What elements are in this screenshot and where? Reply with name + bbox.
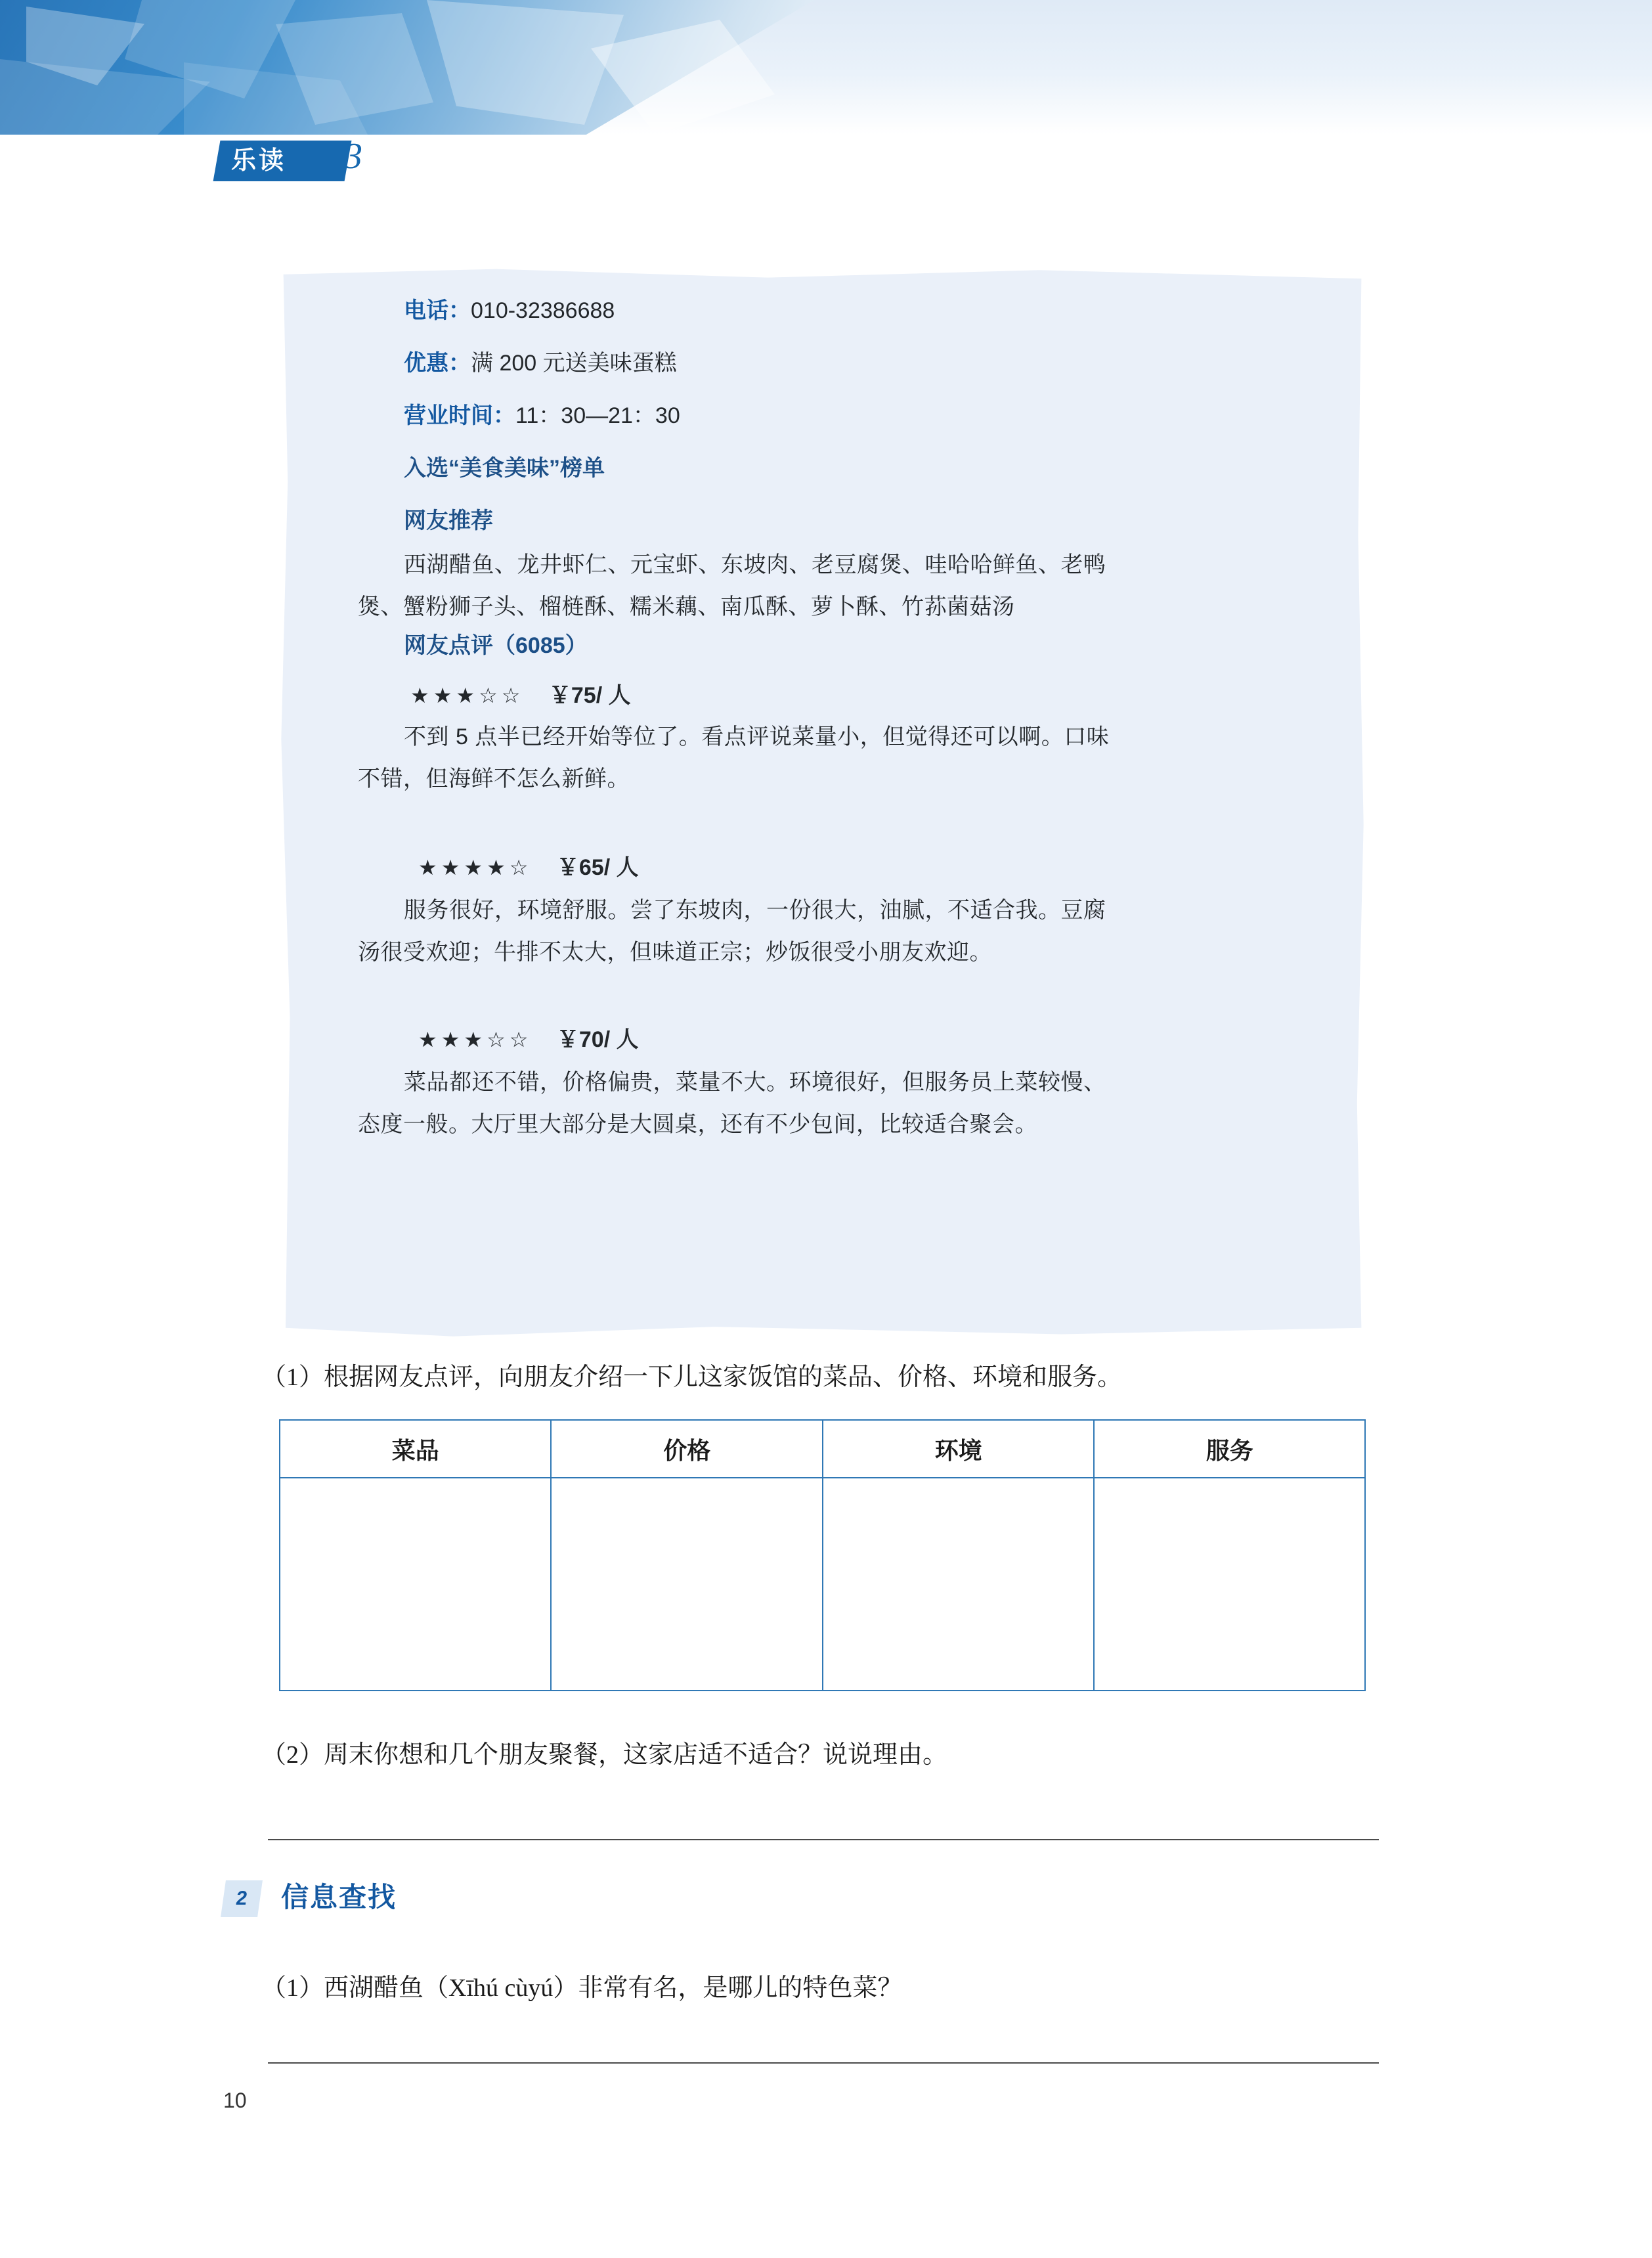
review-1-text-line-2: 不错，但海鲜不怎么新鲜。	[358, 766, 630, 791]
table-row	[280, 1478, 1365, 1691]
table-cell-environment[interactable]	[823, 1478, 1094, 1691]
review-2-price: ￥65/ 人	[556, 855, 639, 880]
table-cell-service[interactable]	[1094, 1478, 1365, 1691]
table-cell-price[interactable]	[551, 1478, 822, 1691]
divider-top	[268, 1839, 1379, 1840]
page-header-banner	[0, 0, 1652, 151]
section-2-number: 2	[221, 1880, 263, 1917]
review-1-stars-empty: ☆☆	[479, 684, 525, 707]
review-1-price: ￥75/ 人	[548, 683, 631, 708]
table-header-row	[280, 1420, 1365, 1478]
reviews-title: 网友点评（6085）	[404, 633, 588, 658]
recommend-title: 网友推荐	[404, 508, 493, 533]
review-1-rating-row	[410, 680, 631, 711]
review-3-price: ￥70/ 人	[556, 1027, 639, 1052]
hours-label: 营业时间：	[404, 403, 515, 428]
review-3-stars-filled: ★★★	[418, 1028, 487, 1052]
review-2-stars-empty: ☆	[509, 856, 533, 879]
promo-row	[404, 348, 677, 378]
hours-value: 11：30—21：30	[515, 403, 680, 428]
review-2-text-line-2: 汤很受欢迎；牛排不太大，但味道正宗；炒饭很受小朋友欢迎。	[358, 940, 992, 965]
award-line: 入选“美食美味”榜单	[404, 456, 605, 481]
review-2-stars-filled: ★★★★	[418, 856, 510, 879]
phone-value: 010-32386688	[471, 298, 615, 323]
chapter-number: 3	[344, 136, 362, 177]
question-2: （2）周末你想和几个朋友聚餐，这家店适不适合？说说理由。	[261, 1741, 948, 1769]
restaurant-info-content	[279, 268, 1366, 1339]
recommend-line-1: 西湖醋鱼、龙井虾仁、元宝虾、东坡肉、老豆腐煲、哇哈哈鲜鱼、老鸭	[404, 552, 1106, 577]
review-1-stars-filled: ★★★	[410, 684, 479, 707]
phone-label: 电话：	[404, 298, 471, 323]
review-2-text-line-1: 服务很好，环境舒服。尝了东坡肉，一份很大，油腻，不适合我。豆腐	[404, 898, 1106, 923]
section-2-question-1: （1）西湖醋鱼（Xīhú cùyú）非常有名，是哪儿的特色菜？	[261, 1974, 903, 2002]
table-cell-dish[interactable]	[280, 1478, 551, 1691]
review-1-text-line-1: 不到 5 点半已经开始等位了。看点评说菜量小，但觉得还可以啊。口味	[404, 724, 1110, 749]
question-1: （1）根据网友点评，向朋友介绍一下儿这家饭馆的菜品、价格、环境和服务。	[261, 1363, 1123, 1391]
answer-table	[279, 1419, 1366, 1691]
chapter-label: 乐读	[231, 147, 287, 175]
review-3-text-line-2: 态度一般。大厅里大部分是大圆桌，还有不少包间，比较适合聚会。	[358, 1112, 1037, 1137]
promo-label: 优惠：	[404, 351, 471, 376]
table-header-dish: 菜品	[280, 1420, 551, 1478]
review-3-text-line-1: 菜品都还不错，价格偏贵，菜量不大。环境很好，但服务员上菜较慢、	[404, 1070, 1106, 1095]
phone-row	[404, 296, 615, 326]
review-3-stars-empty: ☆☆	[487, 1028, 533, 1052]
hours-row	[404, 401, 680, 431]
promo-value: 满 200 元送美味蛋糕	[471, 351, 677, 376]
table-header-service: 服务	[1094, 1420, 1365, 1478]
section-2-title: 信息查找	[281, 1882, 397, 1913]
review-2-rating-row	[418, 852, 639, 883]
review-3-rating-row	[418, 1025, 639, 1055]
table-header-environment: 环境	[823, 1420, 1094, 1478]
recommend-line-2: 煲、蟹粉狮子头、榴梿酥、糯米藕、南瓜酥、萝卜酥、竹荪菌菇汤	[358, 594, 1015, 619]
divider-bottom	[268, 2062, 1379, 2064]
table-header-price: 价格	[551, 1420, 822, 1478]
page-number: 10	[223, 2089, 247, 2112]
